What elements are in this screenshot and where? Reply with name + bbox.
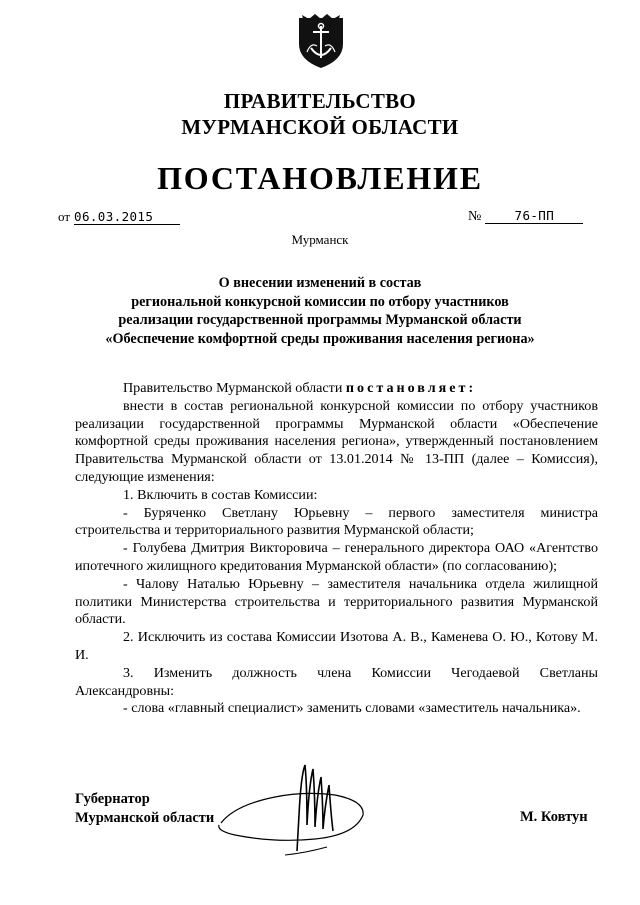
coat-of-arms-icon <box>297 12 345 70</box>
body-paragraph: - Чалову Наталью Юрьевну – заместителя начальника отдела жилищной политики Министерства строительства и территориального развития Мурманской области. <box>75 575 598 628</box>
body-paragraph: - слова «главный специалист» заменить словами «заместитель начальника». <box>123 700 581 717</box>
body-paragraph: 1. Включить в состав Комиссии: <box>123 486 318 503</box>
body-paragraph: - Буряченко Светлану Юрьевну – первого заместителя министра строительства и территориального развития Мурманской области; <box>75 504 598 539</box>
decree-body <box>75 380 598 718</box>
handwritten-signature-icon <box>215 755 375 865</box>
date-value: 06.03.2015 <box>74 210 180 225</box>
decree-title <box>60 274 580 348</box>
org-name <box>0 88 640 140</box>
title-line: «Обеспечение комфортной среды проживания населения региона» <box>105 330 535 347</box>
org-name-line2: МУРМАНСКОЙ ОБЛАСТИ <box>181 115 459 139</box>
document-date <box>58 208 180 226</box>
number-value: 76-ПП <box>485 209 583 224</box>
org-name-line1: ПРАВИТЕЛЬСТВО <box>223 89 417 113</box>
body-paragraph: внести в состав региональной конкурсной комиссии по отбору участников реализации государственной программы Мурманской области «Обеспечение комфортной среды проживания населения региона», утвержденный постановлением Правительства Мурманской области от 13.01.2014 № 13-ПП (далее – Комиссия), следующие изменения: <box>75 397 598 485</box>
title-line: реализации государственной программы Мурманской области <box>118 312 522 328</box>
signatory-name: М. Ковтун <box>520 809 588 825</box>
intro-verb: постановляет: <box>345 380 477 396</box>
position-line: Губернатор <box>75 791 150 807</box>
number-prefix: № <box>468 209 482 224</box>
intro-paragraph <box>75 380 598 398</box>
body-paragraph: - Голубева Дмитрия Викторовича – генерального директора ОАО «Агентство ипотечного жилищного кредитования Мурманской области» (по согласованию); <box>75 540 598 574</box>
date-prefix: от <box>58 209 71 224</box>
position-line: Мурманской области <box>75 810 215 826</box>
title-line: О внесении изменений в состав <box>218 275 422 291</box>
city: Мурманск <box>291 232 349 247</box>
body-paragraph: 3. Изменить должность члена Комиссии Чегодаевой Светланы Александровны: <box>75 664 598 699</box>
body-paragraph: 2. Исключить из состава Комиссии Изотова А. В., Каменева О. Ю., Котову М. И. <box>75 629 598 663</box>
document-type: ПОСТАНОВЛЕНИЕ <box>157 160 483 196</box>
title-line: региональной конкурсной комиссии по отбору участников <box>131 293 509 310</box>
document-number <box>468 207 583 225</box>
signatory-position <box>75 790 214 828</box>
intro-lead: Правительство Мурманской области <box>123 380 343 396</box>
